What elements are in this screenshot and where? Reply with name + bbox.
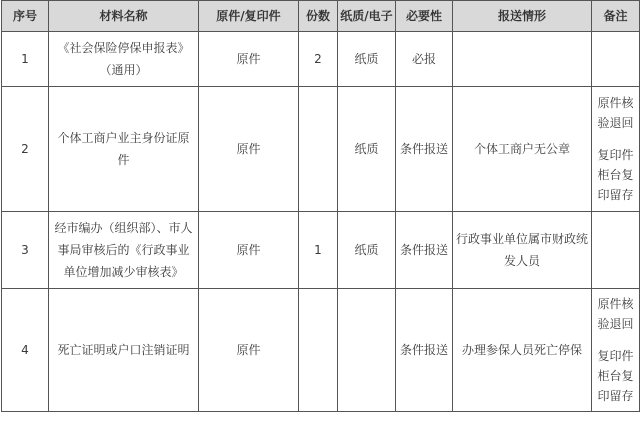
header-row	[2, 1, 640, 32]
cell-count	[299, 289, 338, 412]
cell-note	[592, 212, 640, 289]
header-situation: 报送情形	[453, 1, 592, 32]
cell-note	[592, 289, 640, 412]
cell-count: 1	[299, 212, 338, 289]
materials-table	[1, 0, 640, 412]
table-row	[2, 32, 640, 87]
cell-necessity: 条件报送	[396, 87, 453, 212]
cell-necessity: 条件报送	[396, 212, 453, 289]
note-line: 复印件柜台复印留存	[597, 148, 634, 202]
cell-no: 1	[2, 32, 49, 87]
cell-necessity: 必报	[396, 32, 453, 87]
cell-material-name: 经市编办（组织部）、市人事局审核后的《行政事业单位增加减少审核表》	[49, 212, 199, 289]
cell-note	[592, 32, 640, 87]
cell-count: 2	[299, 32, 338, 87]
cell-medium: 纸质	[338, 32, 396, 87]
cell-original-copy: 原件	[199, 289, 299, 412]
header-medium: 纸质/电子	[338, 1, 396, 32]
cell-no: 2	[2, 87, 49, 212]
header-count: 份数	[299, 1, 338, 32]
cell-original-copy: 原件	[199, 32, 299, 87]
cell-count	[299, 87, 338, 212]
note-gap	[593, 334, 638, 346]
header-material-name: 材料名称	[49, 1, 199, 32]
table-row	[2, 212, 640, 289]
table-row	[2, 87, 640, 212]
cell-original-copy: 原件	[199, 212, 299, 289]
header-necessity: 必要性	[396, 1, 453, 32]
note-gap	[593, 133, 638, 145]
cell-original-copy: 原件	[199, 87, 299, 212]
cell-note	[592, 87, 640, 212]
cell-medium	[338, 289, 396, 412]
cell-situation: 个体工商户无公章	[453, 87, 592, 212]
cell-material-name: 个体工商户业主身份证原件	[49, 87, 199, 212]
note-line: 原件核验退回	[597, 297, 634, 331]
cell-situation: 行政事业单位属市财政统发人员	[453, 212, 592, 289]
header-original-copy: 原件/复印件	[199, 1, 299, 32]
note-line: 复印件柜台复印留存	[597, 349, 634, 403]
cell-medium: 纸质	[338, 212, 396, 289]
cell-material-name: 《社会保险停保申报表》（通用）	[49, 32, 199, 87]
cell-material-name: 死亡证明或户口注销证明	[49, 289, 199, 412]
cell-situation	[453, 32, 592, 87]
header-note: 备注	[592, 1, 640, 32]
cell-no: 4	[2, 289, 49, 412]
note-line: 原件核验退回	[597, 96, 634, 130]
table-row	[2, 289, 640, 412]
cell-no: 3	[2, 212, 49, 289]
cell-necessity: 条件报送	[396, 289, 453, 412]
cell-medium: 纸质	[338, 87, 396, 212]
cell-situation: 办理参保人员死亡停保	[453, 289, 592, 412]
header-no: 序号	[2, 1, 49, 32]
